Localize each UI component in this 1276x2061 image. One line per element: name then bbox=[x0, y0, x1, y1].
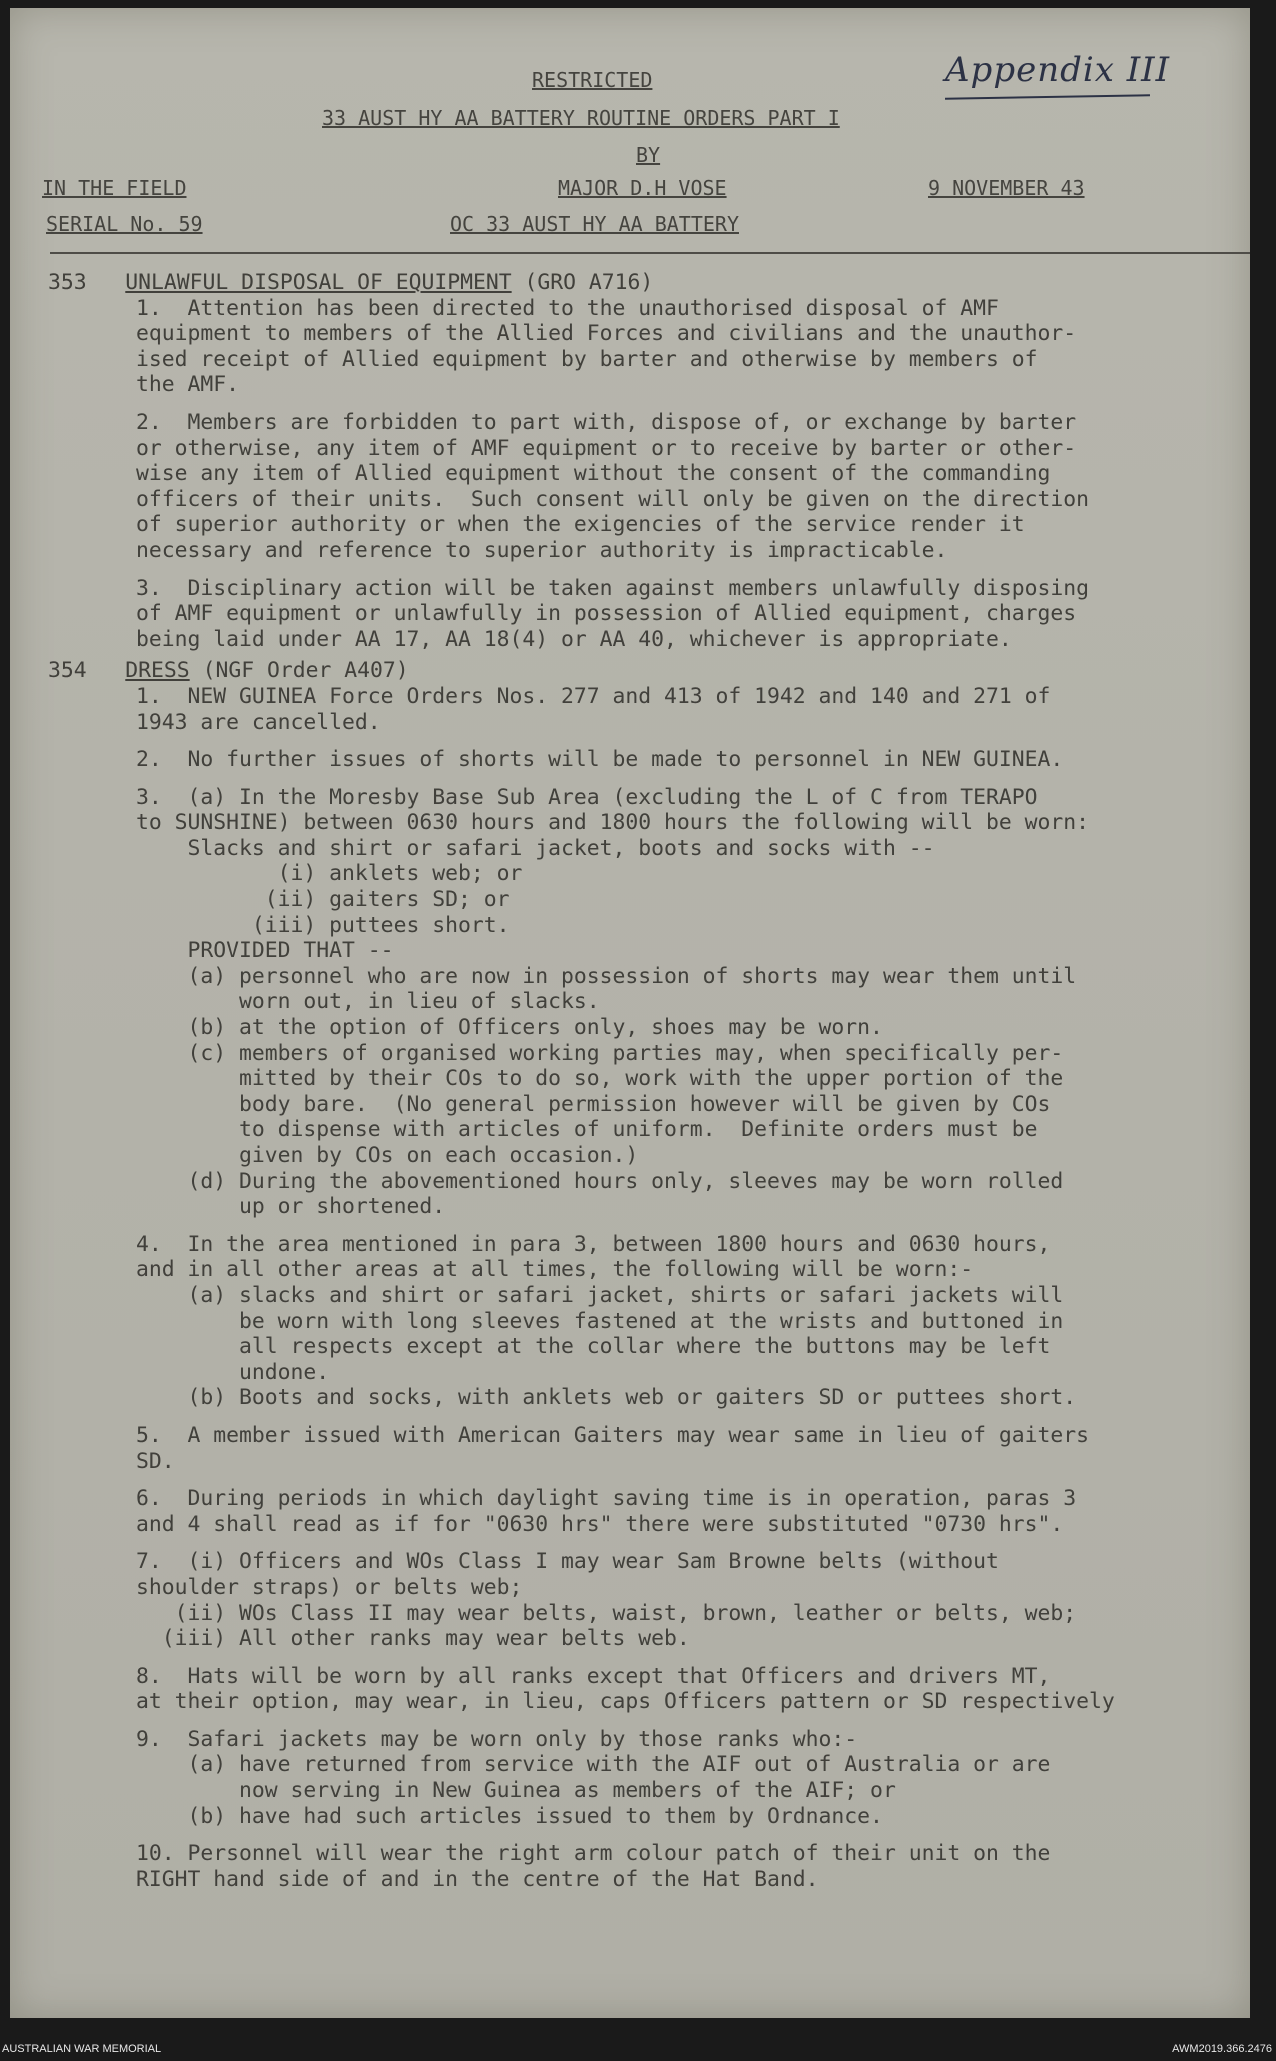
order-text-line: (ii) WOs Class II may wear belts, waist, brown, leather or belts, web; bbox=[136, 1600, 1077, 1626]
order-text-line: (i) anklets web; or bbox=[136, 861, 523, 887]
order-text-line: be worn with long sleeves fastened at the wrists and buttoned in bbox=[136, 1308, 1064, 1334]
handwritten-annotation bbox=[945, 50, 1170, 90]
order-section bbox=[48, 658, 1248, 1892]
order-text-line: or otherwise, any item of AMF equipment or to receive by barter or other- bbox=[136, 435, 1077, 461]
order-date: 9 NOVEMBER 43 bbox=[928, 176, 1085, 200]
order-text-line: given by COs on each occasion.) bbox=[136, 1143, 639, 1168]
order-text-line: equipment to members of the Allied Forces and civilians and the unauthor- bbox=[136, 321, 1077, 347]
by-label: BY bbox=[636, 143, 661, 167]
order-text-line: (a) have returned from service with the AIF out of Australia or are bbox=[136, 1752, 1051, 1778]
header-rule bbox=[50, 252, 1250, 254]
order-text-line bbox=[48, 398, 1248, 410]
order-text-line: (b) have had such articles issued to them by Ordnance. bbox=[136, 1803, 883, 1829]
order-text-line: (iii) puttees short. bbox=[136, 912, 510, 938]
order-text-line: 3. Disciplinary action will be taken against members unlawfully disposing bbox=[136, 575, 1089, 601]
order-text-line: (a) slacks and shirt or safari jacket, shirts or safari jackets will bbox=[136, 1282, 1064, 1308]
order-text-line: (c) members of organised working parties may, when specifically per- bbox=[136, 1040, 1064, 1066]
order-text-line: (b) Boots and socks, with anklets web or gaiters SD or puttees short. bbox=[136, 1385, 1077, 1411]
order-text-line: 6. During periods in which daylight saving time is in operation, paras 3 bbox=[136, 1486, 1077, 1512]
order-text-line: at their option, may wear, in lieu, caps Officers pattern or SD respectively bbox=[136, 1689, 1115, 1715]
order-heading-line bbox=[48, 658, 1248, 684]
order-text-line: undone. bbox=[136, 1359, 330, 1385]
order-text-line bbox=[48, 1411, 1248, 1423]
order-heading: UNLAWFUL DISPOSAL OF EQUIPMENT bbox=[125, 270, 512, 295]
order-section bbox=[48, 270, 1248, 652]
order-text-line: 5. A member issued with American Gaiters may wear same in lieu of gaiters bbox=[136, 1422, 1089, 1448]
order-text-line: (a) personnel who are now in possession of shorts may wear them until bbox=[136, 963, 1077, 989]
order-text-line: (iii) All other ranks may wear belts web. bbox=[136, 1626, 690, 1652]
order-reference: (NGF Order A407) bbox=[189, 658, 409, 684]
order-text-line bbox=[48, 1652, 1248, 1664]
order-text-line: 3. (a) In the Moresby Base Sub Area (excluding the L of C from TERAPO bbox=[136, 784, 1038, 810]
order-text-line: of AMF equipment or unlawfully in possession of Allied equipment, charges bbox=[136, 601, 1077, 627]
order-text-line: (ii) gaiters SD; or bbox=[136, 887, 510, 913]
order-text-line bbox=[48, 735, 1248, 747]
order-text-line: PROVIDED THAT -- bbox=[136, 938, 394, 964]
unit: OC 33 AUST HY AA BATTERY bbox=[450, 212, 739, 236]
order-text-line: 1. Attention has been directed to the unauthorised disposal of AMF bbox=[136, 295, 999, 321]
order-text-line: to SUNSHINE) between 0630 hours and 1800 hours the following will be worn: bbox=[136, 810, 1089, 836]
order-text-line bbox=[48, 773, 1248, 785]
order-text-line: to dispense with articles of uniform. Definite orders must be bbox=[136, 1117, 1038, 1143]
order-text-line: worn out, in lieu of slacks. bbox=[136, 989, 600, 1015]
order-text-line: the AMF. bbox=[136, 372, 240, 398]
order-text-line: and in all other areas at all times, the following will be worn:- bbox=[136, 1257, 974, 1283]
order-text-line: (d) During the abovementioned hours only, sleeves may be worn rolled bbox=[136, 1168, 1064, 1194]
order-text-line: and 4 shall read as if for "0630 hrs" there were substituted "0730 hrs". bbox=[136, 1511, 1064, 1537]
order-text-line: now serving in New Guinea as members of the AIF; or bbox=[136, 1778, 896, 1804]
order-text-line: 7. (i) Officers and WOs Class I may wear Sam Browne belts (without bbox=[136, 1549, 999, 1575]
archive-credit: AUSTRALIAN WAR MEMORIAL bbox=[2, 2043, 162, 2055]
order-text-line: body bare. (No general permission however will be given by COs bbox=[136, 1091, 1051, 1117]
order-number: 353 bbox=[48, 270, 87, 295]
order-text-line: of superior authority or when the exigencies of the service render it bbox=[136, 512, 1025, 538]
annotation-underline bbox=[945, 94, 1150, 100]
order-text-line: mitted by their COs to do so, work with the upper portion of the bbox=[136, 1066, 1064, 1092]
order-text-line: 2. Members are forbidden to part with, dispose of, or exchange by barter bbox=[136, 409, 1077, 435]
order-heading-line bbox=[48, 270, 1248, 296]
order-text-line bbox=[48, 1220, 1248, 1232]
serial-number: SERIAL No. 59 bbox=[46, 212, 203, 236]
order-text-line: 1. NEW GUINEA Force Orders Nos. 277 and 413 of 1942 and 140 and 271 of bbox=[136, 683, 1051, 709]
order-text-line: officers of their units. Such consent will only be given on the direction bbox=[136, 486, 1089, 512]
order-text-line: wise any item of Allied equipment without the consent of the commanding bbox=[136, 461, 1051, 487]
order-text-line: 2. No further issues of shorts will be made to personnel in NEW GUINEA. bbox=[136, 747, 1064, 773]
order-text-line: (b) at the option of Officers only, shoes may be worn. bbox=[136, 1015, 883, 1041]
order-text-line: ised receipt of Allied equipment by barter and otherwise by members of bbox=[136, 346, 1038, 372]
order-text-line bbox=[48, 1715, 1248, 1727]
order-text-line: 10. Personnel will wear the right arm colour patch of their unit on the bbox=[136, 1841, 1051, 1867]
order-text-line bbox=[48, 1474, 1248, 1486]
order-number: 354 bbox=[48, 658, 87, 684]
order-text-line: 1943 are cancelled. bbox=[136, 709, 381, 735]
order-text-line bbox=[48, 1537, 1248, 1549]
document-title: 33 AUST HY AA BATTERY ROUTINE ORDERS PART I bbox=[322, 106, 840, 130]
order-text-line: necessary and reference to superior authority is impracticable. bbox=[136, 537, 948, 563]
location: IN THE FIELD bbox=[42, 176, 187, 200]
orders-body bbox=[48, 270, 1248, 1898]
order-text-line: Slacks and shirt or safari jacket, boots and socks with -- bbox=[136, 835, 935, 861]
classification: RESTRICTED bbox=[532, 68, 653, 92]
order-text-line: 4. In the area mentioned in para 3, between 1800 hours and 0630 hours, bbox=[136, 1231, 1051, 1257]
order-heading: DRESS bbox=[125, 658, 190, 684]
order-text-line: all respects except at the collar where the buttons may be left bbox=[136, 1334, 1051, 1360]
order-text-line: up or shortened. bbox=[136, 1194, 446, 1220]
order-text-line bbox=[48, 564, 1248, 576]
archive-id: AWM2019.366.2476 bbox=[1172, 2043, 1272, 2055]
document-page bbox=[10, 8, 1250, 2018]
order-reference: (GRO A716) bbox=[511, 270, 654, 295]
order-text-line: SD. bbox=[136, 1448, 175, 1474]
order-text-line: 8. Hats will be worn by all ranks except that Officers and drivers MT, bbox=[136, 1663, 1051, 1689]
order-text-line: being laid under AA 17, AA 18(4) or AA 40, whichever is appropriate. bbox=[136, 626, 1012, 652]
annotation-text: Appendix III bbox=[945, 50, 1171, 90]
order-text-line: 9. Safari jackets may be worn only by those ranks who:- bbox=[136, 1726, 858, 1752]
authority: MAJOR D.H VOSE bbox=[558, 176, 727, 200]
order-text-line: RIGHT hand side of and in the centre of the Hat Band. bbox=[136, 1866, 819, 1892]
order-text-line bbox=[48, 1829, 1248, 1841]
order-text-line: shoulder straps) or belts web; bbox=[136, 1574, 523, 1600]
